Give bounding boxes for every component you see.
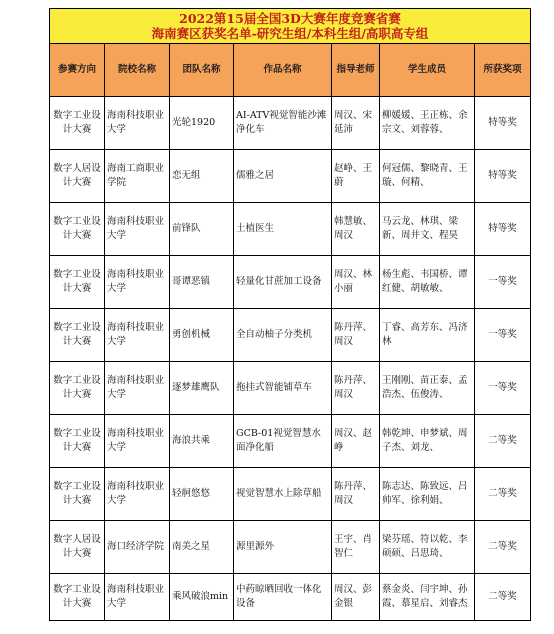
school-cell: 海南科技职业大学 bbox=[105, 574, 170, 621]
advisor-cell: 周汉、彭金银 bbox=[332, 574, 380, 621]
team-cell: 恋无组 bbox=[170, 150, 234, 203]
direction-cell: 数字工业设计大赛 bbox=[50, 468, 105, 521]
direction-cell: 数字工业设计大赛 bbox=[50, 203, 105, 256]
team-cell: 前锋队 bbox=[170, 203, 234, 256]
header-cell: 团队名称 bbox=[170, 44, 234, 97]
members-cell: 马云龙、林琪、梁新、周井文、程昊 bbox=[380, 203, 475, 256]
school-cell: 海南工商职业学院 bbox=[105, 150, 170, 203]
members-cell: 梁芬瑶、符以乾、李硕硕、吕思琦、 bbox=[380, 521, 475, 574]
award-cell: 二等奖 bbox=[475, 521, 531, 574]
advisor-cell: 陈丹萍、周汉 bbox=[332, 309, 380, 362]
school-cell: 海南科技职业大学 bbox=[105, 97, 170, 150]
advisor-cell: 陈丹萍、周汉 bbox=[332, 468, 380, 521]
team-cell: 乘风破浪min bbox=[170, 574, 234, 621]
award-cell: 特等奖 bbox=[475, 203, 531, 256]
table-row bbox=[50, 203, 531, 256]
direction-cell: 数字工业设计大赛 bbox=[50, 256, 105, 309]
members-cell: 韩乾坤、申梦斌、周子杰、刘龙、 bbox=[380, 415, 475, 468]
school-cell: 海南科技职业大学 bbox=[105, 415, 170, 468]
advisor-cell: 王宇、肖智仁 bbox=[332, 521, 380, 574]
award-cell: 二等奖 bbox=[475, 468, 531, 521]
team-cell: 海浪共乘 bbox=[170, 415, 234, 468]
title-line-2: 海南赛区获奖名单-研究生组/本科生组/高职高专组 bbox=[151, 26, 429, 41]
header-row bbox=[50, 44, 531, 97]
table-row bbox=[50, 521, 531, 574]
award-table bbox=[49, 8, 531, 621]
table-row bbox=[50, 468, 531, 521]
direction-cell: 数字人居设计大赛 bbox=[50, 150, 105, 203]
header-cell: 学生成员 bbox=[380, 44, 475, 97]
direction-cell: 数字人居设计大赛 bbox=[50, 521, 105, 574]
work-cell: 源里源外 bbox=[234, 521, 332, 574]
title-cell bbox=[50, 9, 531, 44]
advisor-cell: 周汉、宋延沛 bbox=[332, 97, 380, 150]
work-cell: 全自动柚子分类机 bbox=[234, 309, 332, 362]
header-cell: 指导老师 bbox=[332, 44, 380, 97]
award-cell: 一等奖 bbox=[475, 309, 531, 362]
table-row bbox=[50, 415, 531, 468]
members-cell: 柳媛媛、王正栋、余宗文、刘蓉蓉、 bbox=[380, 97, 475, 150]
advisor-cell: 陈丹萍、周汉 bbox=[332, 362, 380, 415]
team-cell: 勇创机械 bbox=[170, 309, 234, 362]
members-cell: 杨生彪、韦国桥、谭红健、胡敏敏、 bbox=[380, 256, 475, 309]
work-cell: 轻量化甘蔗加工设备 bbox=[234, 256, 332, 309]
direction-cell: 数字工业设计大赛 bbox=[50, 415, 105, 468]
award-cell: 特等奖 bbox=[475, 150, 531, 203]
work-cell: AI-ATV视觉智能沙滩净化车 bbox=[234, 97, 332, 150]
direction-cell: 数字工业设计大赛 bbox=[50, 362, 105, 415]
award-cell: 一等奖 bbox=[475, 362, 531, 415]
title-line-1: 2022第15届全国3D大赛年度竞赛省赛 bbox=[179, 11, 401, 26]
header-cell: 作品名称 bbox=[234, 44, 332, 97]
school-cell: 海口经济学院 bbox=[105, 521, 170, 574]
award-sheet bbox=[49, 8, 530, 621]
school-cell: 海南科技职业大学 bbox=[105, 362, 170, 415]
table-row bbox=[50, 362, 531, 415]
table-row bbox=[50, 97, 531, 150]
team-cell: 南美之星 bbox=[170, 521, 234, 574]
advisor-cell: 韩慧敏、周汉 bbox=[332, 203, 380, 256]
award-cell: 二等奖 bbox=[475, 574, 531, 621]
header-cell: 参赛方向 bbox=[50, 44, 105, 97]
header-cell: 所获奖项 bbox=[475, 44, 531, 97]
school-cell: 海南科技职业大学 bbox=[105, 468, 170, 521]
work-cell: 中药晾晒回收一体化设备 bbox=[234, 574, 332, 621]
team-cell: 哥谭恶镇 bbox=[170, 256, 234, 309]
award-cell: 特等奖 bbox=[475, 97, 531, 150]
direction-cell: 数字工业设计大赛 bbox=[50, 309, 105, 362]
header-cell: 院校名称 bbox=[105, 44, 170, 97]
direction-cell: 数字工业设计大赛 bbox=[50, 574, 105, 621]
table-row bbox=[50, 309, 531, 362]
advisor-cell: 赵峥、王蔚 bbox=[332, 150, 380, 203]
team-cell: 逐梦雄鹰队 bbox=[170, 362, 234, 415]
direction-cell: 数字工业设计大赛 bbox=[50, 97, 105, 150]
team-cell: 轻舸悠悠 bbox=[170, 468, 234, 521]
work-cell: 儒雅之居 bbox=[234, 150, 332, 203]
work-cell: 视觉智慧水上除草船 bbox=[234, 468, 332, 521]
advisor-cell: 周汉、林小丽 bbox=[332, 256, 380, 309]
school-cell: 海南科技职业大学 bbox=[105, 203, 170, 256]
school-cell: 海南科技职业大学 bbox=[105, 256, 170, 309]
team-cell: 光轮1920 bbox=[170, 97, 234, 150]
award-cell: 二等奖 bbox=[475, 415, 531, 468]
advisor-cell: 周汉、赵峥 bbox=[332, 415, 380, 468]
work-cell: 土植医生 bbox=[234, 203, 332, 256]
members-cell: 陈志达、陈致远、吕帅军、徐利娟、 bbox=[380, 468, 475, 521]
members-cell: 王刚刚、苗正泰、孟浩杰、伍俊涛、 bbox=[380, 362, 475, 415]
work-cell: GCB-01视觉智慧水面净化船 bbox=[234, 415, 332, 468]
school-cell: 海南科技职业大学 bbox=[105, 309, 170, 362]
members-cell: 蔡金炎、闫宇坤、孙霞、慕星启、刘睿杰 bbox=[380, 574, 475, 621]
table-row bbox=[50, 150, 531, 203]
title-row bbox=[50, 9, 531, 44]
members-cell: 丁睿、高芳东、冯济林 bbox=[380, 309, 475, 362]
work-cell: 拖挂式智能铺草车 bbox=[234, 362, 332, 415]
award-cell: 一等奖 bbox=[475, 256, 531, 309]
table-row bbox=[50, 256, 531, 309]
table-row bbox=[50, 574, 531, 621]
members-cell: 何冠儒、黎晓青、王璇、何精、 bbox=[380, 150, 475, 203]
